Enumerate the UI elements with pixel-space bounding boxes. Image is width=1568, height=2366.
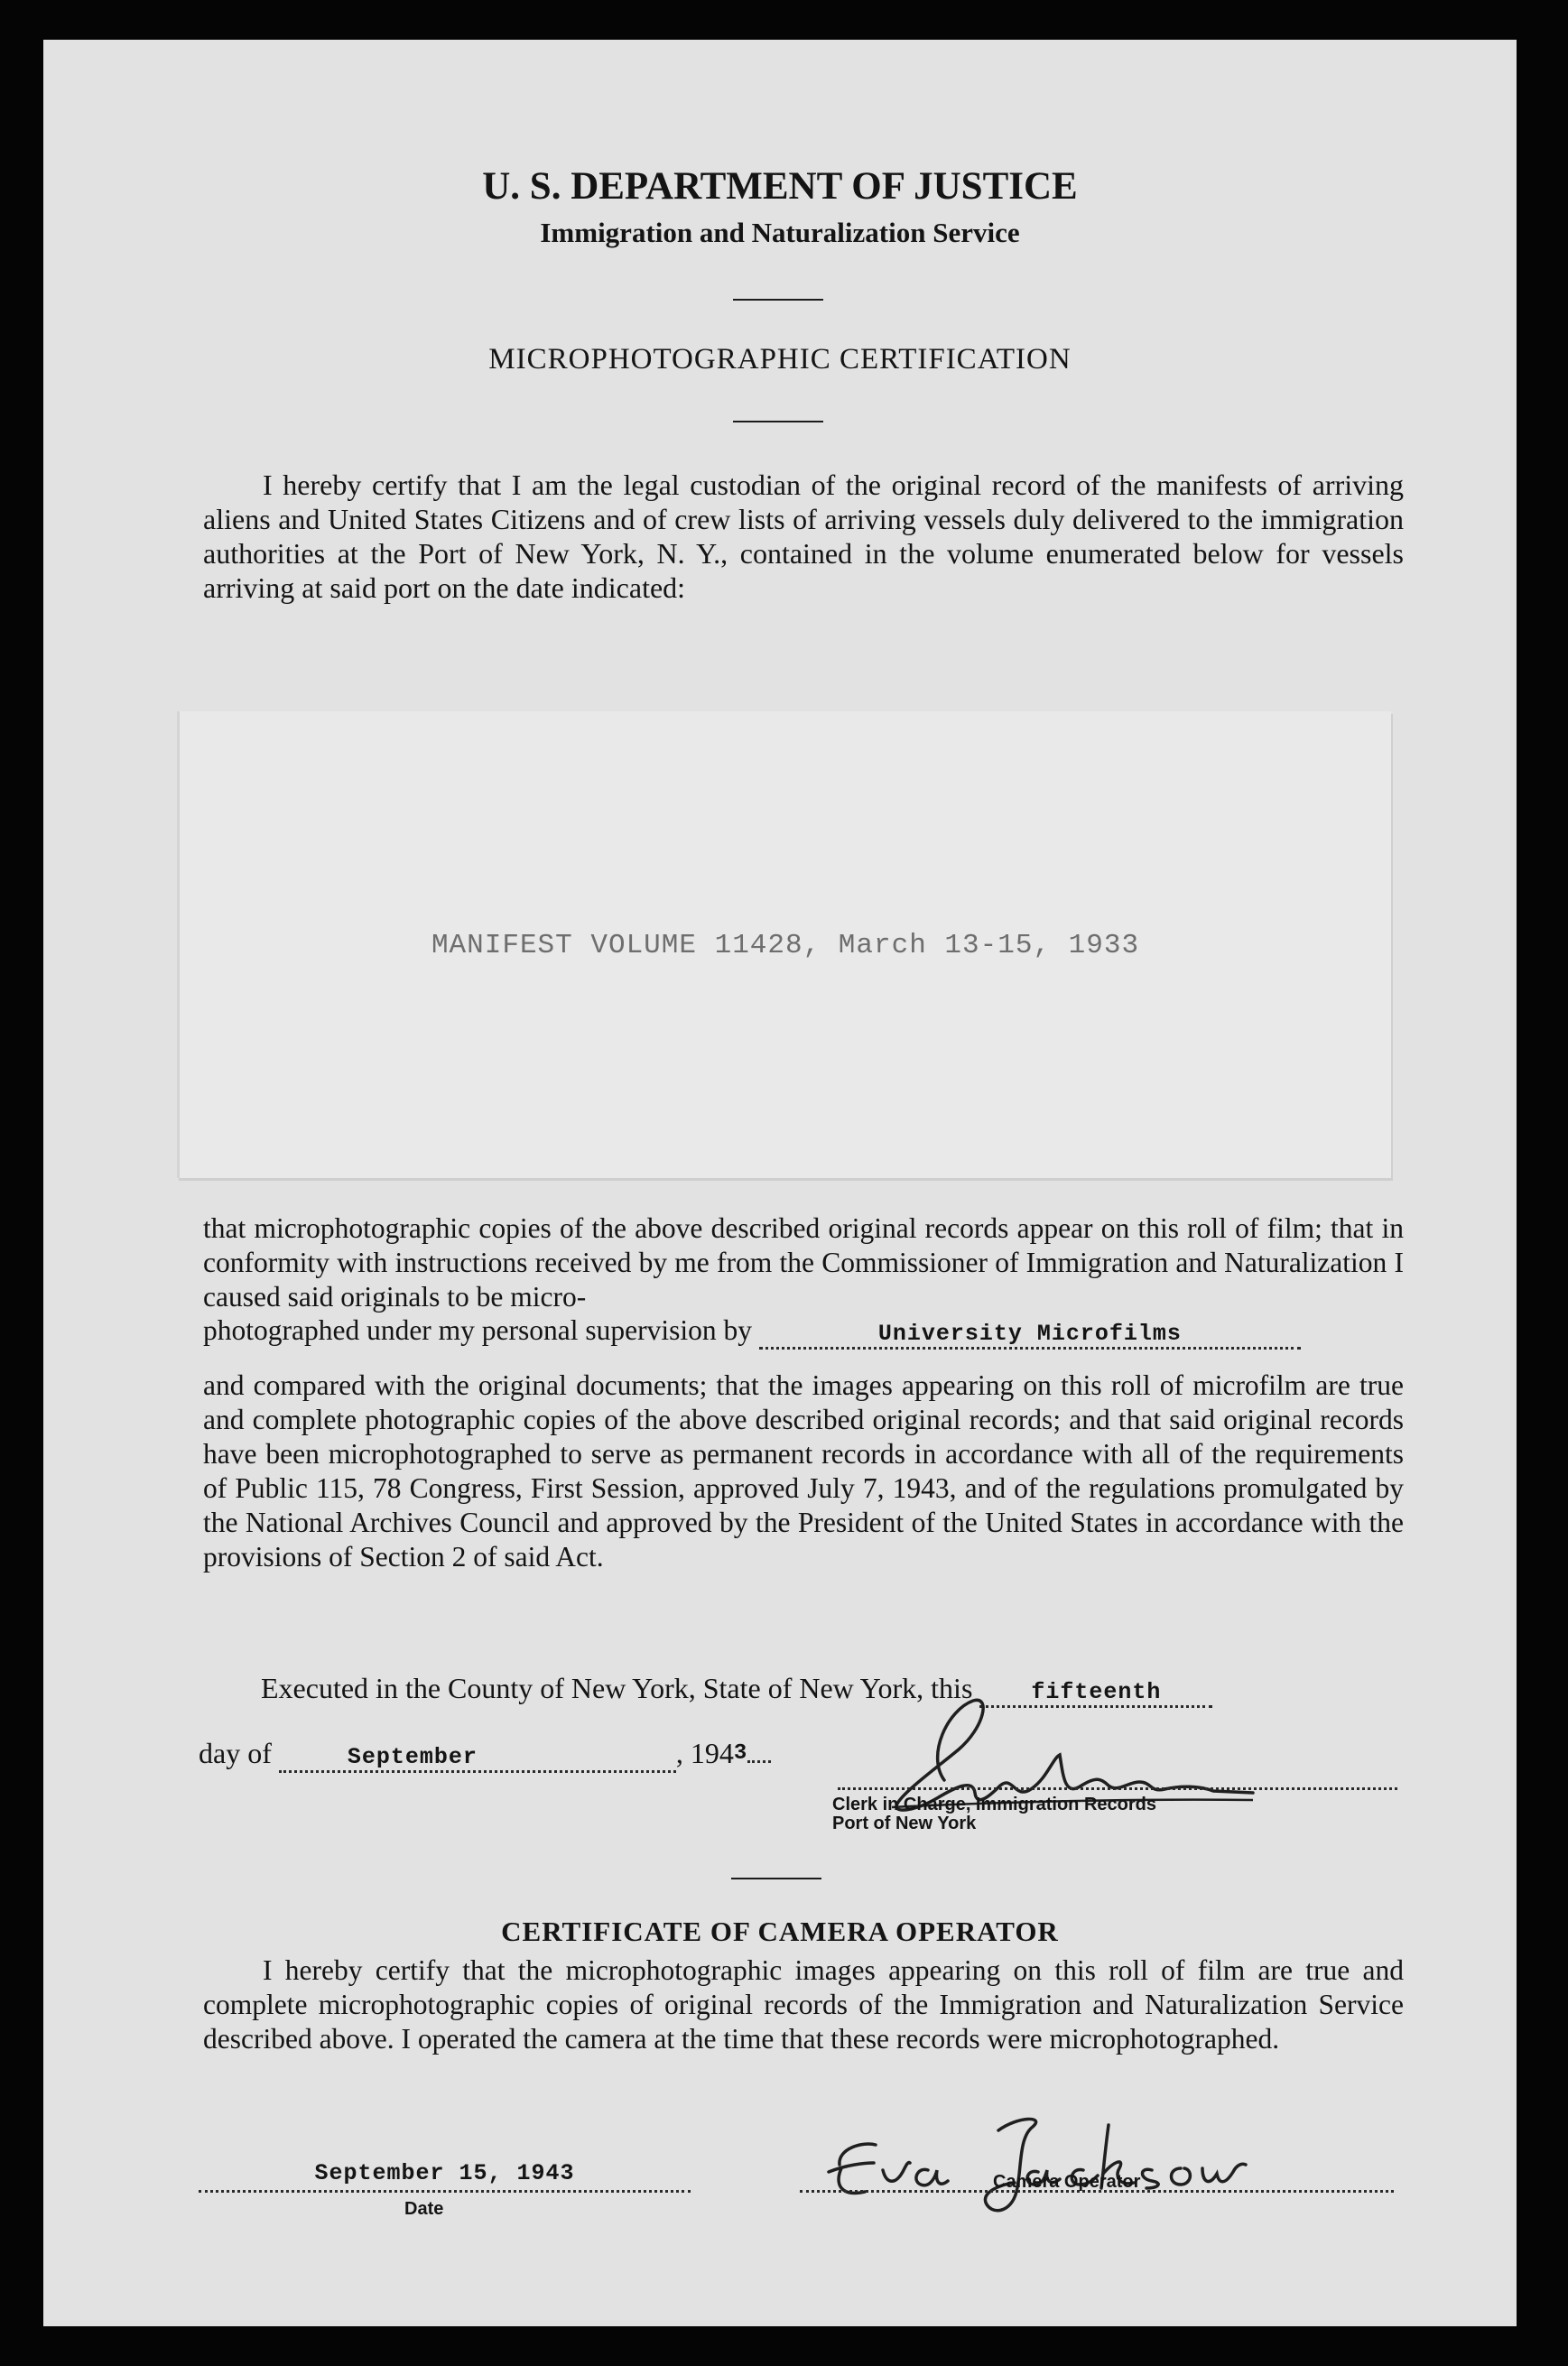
volume-slip xyxy=(177,711,1391,1178)
department-title: U. S. DEPARTMENT OF JUSTICE xyxy=(482,165,1078,208)
divider-mid xyxy=(733,421,823,422)
operator-date-field xyxy=(199,2157,691,2193)
service-subtitle: Immigration and Naturalization Service xyxy=(540,217,1020,248)
day-of-label: day of xyxy=(199,1737,272,1769)
execution-month: September xyxy=(347,1744,478,1770)
day-of-line xyxy=(199,1735,867,1773)
camera-operator-heading: CERTIFICATE OF CAMERA OPERATOR xyxy=(501,1916,1059,1947)
execution-prefix: Executed in the County of New York, State of New York, this xyxy=(261,1672,973,1704)
year-digit: 3 xyxy=(733,1741,748,1766)
operator-date-value: September 15, 1943 xyxy=(314,2160,575,2186)
execution-day: fifteenth xyxy=(1031,1679,1162,1705)
clerk-location: Port of New York xyxy=(832,1814,977,1833)
clerk-signature-line xyxy=(838,1786,1397,1790)
year-prefix: , 194 xyxy=(675,1737,734,1769)
clerk-title: Clerk in Charge, Immigration Records xyxy=(832,1795,1156,1814)
supervision-prefix: photographed under my personal supervision by xyxy=(203,1314,753,1346)
divider-top xyxy=(733,299,823,301)
supervisor-field xyxy=(759,1318,1301,1350)
supervisor-name: University Microfilms xyxy=(877,1321,1182,1347)
body-paragraph-2: and compared with the original documents; that the images appearing on this roll of microfilm are true and complete photographic copies of the above described original records; and that said original records have been microphotographed to serve as permanent records in accordance with all of the requirements of Public 115, 78 Congress, First Session, approved July 7, 1943, and of the regulations promulgated by the National Archives Council and approved by the President of the United States in accordance with the provisions of Section 2 of said Act. xyxy=(203,1369,1404,1573)
supervision-line xyxy=(203,1313,1404,1350)
body-paragraph-1: that microphotographic copies of the above described original records appear on this roll of film; that in conformity with instructions received by me from the Commissioner of Immigration and Naturalization I caused said originals to be micro- xyxy=(203,1212,1404,1313)
volume-slip-text: MANIFEST VOLUME 11428, March 13-15, 1933 xyxy=(431,930,1140,961)
operator-signature xyxy=(802,2098,1253,2215)
certificate-page xyxy=(43,40,1517,2326)
month-field xyxy=(279,1740,676,1773)
intro-paragraph: I hereby certify that I am the legal custodian of the original record of the manifests of arriving aliens and United States Citizens and of crew lists of arriving vessels duly delivered to the immigration authorities at the Port of New York, N. Y., contained in the volume enumerated below for vessels arriving at said port on the date indicated: xyxy=(203,469,1404,604)
camera-operator-label: Camera Operator xyxy=(993,2172,1141,2192)
divider-bottom xyxy=(731,1878,821,1879)
operator-date-label: Date xyxy=(404,2199,444,2219)
certification-title: MICROPHOTOGRAPHIC CERTIFICATION xyxy=(488,343,1072,376)
camera-operator-paragraph: I hereby certify that the microphotographic images appearing on this roll of film are true and complete microphotographic copies of original records of the Immigration and Naturalization Service described above. I operated the camera at the time that these records were microphotographed. xyxy=(203,1954,1404,2055)
